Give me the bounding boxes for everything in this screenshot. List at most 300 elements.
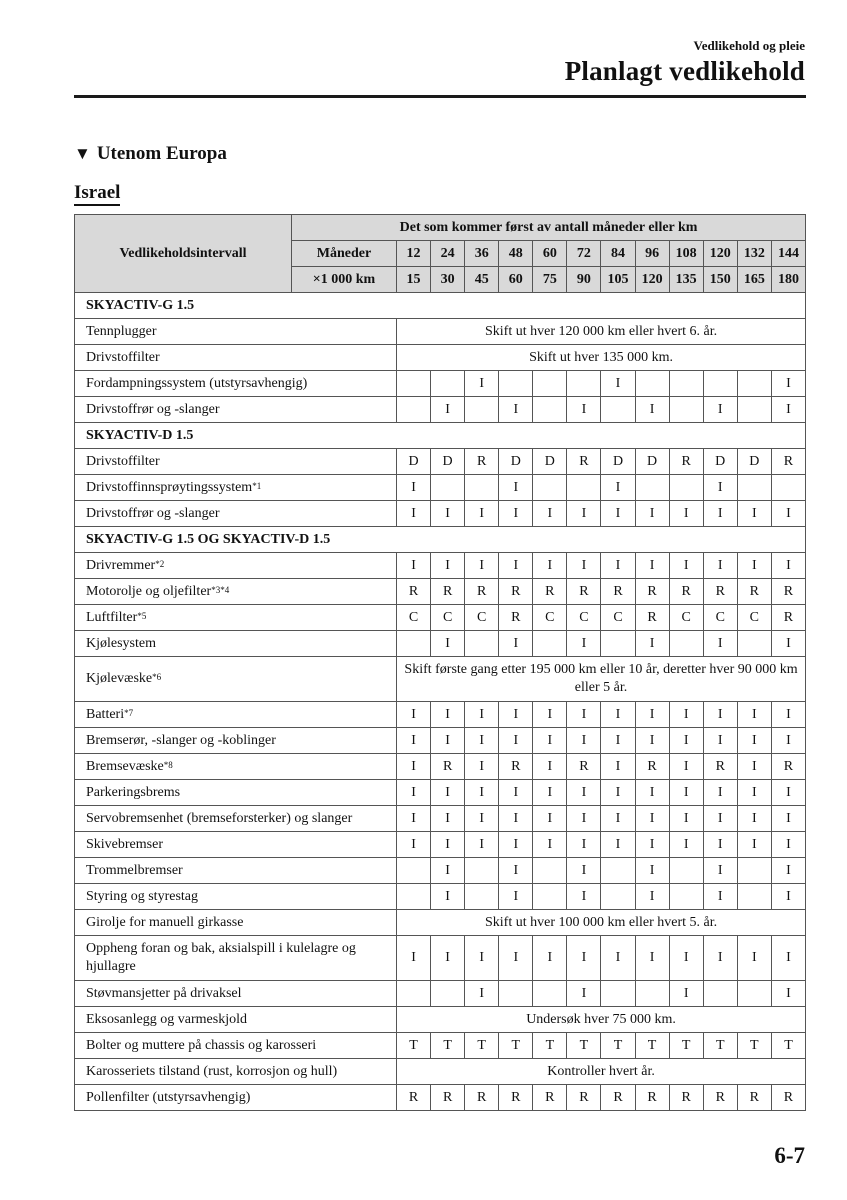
maintenance-item xyxy=(75,579,397,605)
interval-cell: I xyxy=(669,553,703,579)
interval-cell: I xyxy=(703,702,737,728)
interval-cell xyxy=(567,475,601,501)
interval-cell: R xyxy=(703,579,737,605)
maintenance-item xyxy=(75,449,397,475)
month-header: 12 xyxy=(397,241,431,267)
interval-cell: D xyxy=(635,449,669,475)
engine-group-row xyxy=(75,527,806,553)
interval-cell: T xyxy=(499,1033,533,1059)
interval-cell xyxy=(397,884,431,910)
interval-cell: I xyxy=(567,728,601,754)
maintenance-item xyxy=(75,605,397,631)
interval-cell xyxy=(465,858,499,884)
item-label: Skivebremser xyxy=(86,836,163,852)
interval-cell: I xyxy=(567,780,601,806)
months-label: Måneder xyxy=(292,241,397,267)
interval-cell xyxy=(669,371,703,397)
table-row xyxy=(75,631,806,657)
km-header: 135 xyxy=(669,267,703,293)
interval-cell: I xyxy=(703,884,737,910)
maintenance-item xyxy=(75,475,397,501)
interval-cell xyxy=(669,397,703,423)
interval-cell: R xyxy=(499,605,533,631)
interval-cell: I xyxy=(431,884,465,910)
interval-cell: R xyxy=(465,449,499,475)
maintenance-item xyxy=(75,631,397,657)
table-row xyxy=(75,936,806,981)
interval-cell xyxy=(533,858,567,884)
interval-cell: I xyxy=(601,371,635,397)
interval-cell: I xyxy=(601,806,635,832)
interval-cell: T xyxy=(737,1033,771,1059)
interval-cell: I xyxy=(567,936,601,981)
interval-cell xyxy=(669,884,703,910)
interval-cell: R xyxy=(771,754,805,780)
interval-cell: I xyxy=(669,936,703,981)
interval-cell: C xyxy=(431,605,465,631)
interval-cell: R xyxy=(567,1085,601,1111)
table-row xyxy=(75,345,806,371)
km-header: 45 xyxy=(465,267,499,293)
interval-cell xyxy=(431,475,465,501)
interval-cell: R xyxy=(465,1085,499,1111)
interval-cell: I xyxy=(601,728,635,754)
interval-cell: R xyxy=(737,579,771,605)
interval-cell: I xyxy=(635,631,669,657)
interval-cell xyxy=(703,371,737,397)
item-label: Bremserør, -slanger og -koblinger xyxy=(86,732,276,748)
interval-cell: I xyxy=(771,858,805,884)
interval-cell: I xyxy=(635,553,669,579)
interval-cell xyxy=(533,371,567,397)
interval-cell xyxy=(601,884,635,910)
interval-note: Skift ut hver 100 000 km eller hvert 5. år. xyxy=(397,910,806,936)
interval-cell: I xyxy=(533,553,567,579)
month-header: 132 xyxy=(737,241,771,267)
interval-cell: I xyxy=(737,754,771,780)
interval-cell: I xyxy=(703,858,737,884)
interval-cell: I xyxy=(533,936,567,981)
item-label: Oppheng foran og bak, aksialspill i kulelagre og hjullagre xyxy=(86,941,356,974)
month-header: 108 xyxy=(669,241,703,267)
maintenance-item xyxy=(75,832,397,858)
interval-cell: D xyxy=(601,449,635,475)
item-label: Styring og styrestag xyxy=(86,888,198,904)
interval-cell: T xyxy=(465,1033,499,1059)
interval-cell: T xyxy=(635,1033,669,1059)
interval-cell: I xyxy=(703,936,737,981)
table-row xyxy=(75,1059,806,1085)
table-row xyxy=(75,657,806,702)
engine-group-label: SKYACTIV-G 1.5 OG SKYACTIV-D 1.5 xyxy=(75,527,806,553)
km-label: ×1 000 km xyxy=(292,267,397,293)
interval-cell: I xyxy=(431,397,465,423)
interval-cell: I xyxy=(431,780,465,806)
interval-cell: I xyxy=(601,501,635,527)
interval-cell: I xyxy=(669,981,703,1007)
interval-cell: C xyxy=(465,605,499,631)
interval-cell: I xyxy=(397,501,431,527)
interval-cell: I xyxy=(635,501,669,527)
item-label: Drivremmer xyxy=(86,557,156,573)
interval-cell xyxy=(601,981,635,1007)
km-header: 180 xyxy=(771,267,805,293)
interval-cell: I xyxy=(601,553,635,579)
interval-cell: T xyxy=(431,1033,465,1059)
interval-cell: I xyxy=(635,780,669,806)
month-header: 60 xyxy=(533,241,567,267)
interval-cell: T xyxy=(567,1033,601,1059)
interval-cell: D xyxy=(431,449,465,475)
triangle-down-icon: ▼ xyxy=(74,144,91,163)
interval-cell: I xyxy=(431,858,465,884)
maintenance-item xyxy=(75,345,397,371)
item-label: Drivstoffilter xyxy=(86,453,160,469)
item-label: Kjølevæske xyxy=(86,671,153,686)
interval-cell: I xyxy=(703,832,737,858)
interval-cell xyxy=(499,981,533,1007)
footnote-marker: *5 xyxy=(137,610,147,621)
interval-cell: R xyxy=(397,1085,431,1111)
interval-cell: I xyxy=(465,806,499,832)
table-row xyxy=(75,832,806,858)
interval-cell: I xyxy=(499,397,533,423)
interval-cell: I xyxy=(431,631,465,657)
interval-cell: I xyxy=(635,884,669,910)
interval-cell: R xyxy=(533,579,567,605)
interval-cell: I xyxy=(397,936,431,981)
table-row xyxy=(75,319,806,345)
interval-cell: I xyxy=(669,832,703,858)
interval-cell: R xyxy=(635,579,669,605)
interval-cell: I xyxy=(499,858,533,884)
interval-cell: I xyxy=(567,806,601,832)
interval-cell: I xyxy=(635,858,669,884)
interval-cell: I xyxy=(567,858,601,884)
interval-cell: I xyxy=(771,501,805,527)
interval-cell xyxy=(737,397,771,423)
interval-cell: I xyxy=(499,501,533,527)
footnote-marker: *3*4 xyxy=(211,584,230,595)
interval-note: Skift ut hver 135 000 km. xyxy=(397,345,806,371)
month-header: 48 xyxy=(499,241,533,267)
interval-cell: C xyxy=(669,605,703,631)
region-subheading: Israel xyxy=(74,181,120,206)
interval-cell: R xyxy=(567,754,601,780)
month-header: 120 xyxy=(703,241,737,267)
interval-cell: I xyxy=(703,397,737,423)
interval-cell xyxy=(771,475,805,501)
interval-cell: I xyxy=(703,780,737,806)
interval-cell: I xyxy=(635,702,669,728)
maintenance-item xyxy=(75,858,397,884)
table-row xyxy=(75,1007,806,1033)
section-title: Utenom Europa xyxy=(96,143,227,164)
interval-cell xyxy=(635,981,669,1007)
interval-cell xyxy=(465,397,499,423)
interval-cell: D xyxy=(397,449,431,475)
interval-cell: I xyxy=(499,553,533,579)
item-label: Drivstoffrør og -slanger xyxy=(86,505,220,521)
interval-cell: I xyxy=(431,553,465,579)
maintenance-schedule-table xyxy=(74,214,806,1111)
interval-cell xyxy=(533,884,567,910)
interval-cell: I xyxy=(533,806,567,832)
item-label: Luftfilter xyxy=(86,609,138,625)
item-label: Motorolje og oljefilter xyxy=(86,583,212,599)
interval-cell xyxy=(635,475,669,501)
maintenance-item xyxy=(75,501,397,527)
interval-cell: I xyxy=(635,728,669,754)
maintenance-item xyxy=(75,884,397,910)
interval-cell: R xyxy=(397,579,431,605)
interval-cell: I xyxy=(635,936,669,981)
interval-cell: I xyxy=(737,780,771,806)
interval-cell xyxy=(533,981,567,1007)
interval-cell: I xyxy=(635,806,669,832)
interval-cell: I xyxy=(601,754,635,780)
interval-cell xyxy=(397,858,431,884)
interval-cell xyxy=(397,397,431,423)
item-label: Kjølesystem xyxy=(86,635,156,651)
month-header: 96 xyxy=(635,241,669,267)
interval-cell: I xyxy=(397,780,431,806)
interval-cell: R xyxy=(771,605,805,631)
interval-cell: T xyxy=(397,1033,431,1059)
item-label: Girolje for manuell girkasse xyxy=(86,914,244,930)
footnote-marker: *1 xyxy=(252,480,262,491)
interval-cell: I xyxy=(669,501,703,527)
header-row-top xyxy=(75,215,806,241)
interval-cell xyxy=(567,371,601,397)
interval-cell xyxy=(669,475,703,501)
interval-cell: I xyxy=(431,702,465,728)
interval-cell: T xyxy=(533,1033,567,1059)
interval-cell: I xyxy=(431,806,465,832)
item-label: Trommelbremser xyxy=(86,862,183,878)
interval-cell: R xyxy=(669,579,703,605)
maintenance-item xyxy=(75,1007,397,1033)
interval-cell: I xyxy=(397,728,431,754)
interval-cell: I xyxy=(737,728,771,754)
interval-cell: R xyxy=(669,1085,703,1111)
interval-cell: I xyxy=(499,475,533,501)
table-row xyxy=(75,475,806,501)
item-label: Bolter og muttere på chassis og karosseri xyxy=(86,1037,317,1053)
interval-cell: I xyxy=(771,981,805,1007)
km-header: 60 xyxy=(499,267,533,293)
km-header: 165 xyxy=(737,267,771,293)
engine-group-row xyxy=(75,423,806,449)
interval-cell: R xyxy=(499,579,533,605)
interval-cell xyxy=(431,981,465,1007)
maintenance-item xyxy=(75,371,397,397)
km-header: 15 xyxy=(397,267,431,293)
interval-cell: I xyxy=(737,806,771,832)
maintenance-item xyxy=(75,754,397,780)
interval-cell: R xyxy=(567,579,601,605)
interval-cell xyxy=(397,631,431,657)
km-header: 30 xyxy=(431,267,465,293)
interval-cell: I xyxy=(431,501,465,527)
interval-cell: I xyxy=(499,806,533,832)
interval-cell xyxy=(465,884,499,910)
interval-cell: T xyxy=(601,1033,635,1059)
table-row xyxy=(75,1085,806,1111)
item-label: Eksosanlegg og varmeskjold xyxy=(86,1011,247,1027)
interval-cell xyxy=(737,884,771,910)
interval-caption: Det som kommer først av antall måneder eller km xyxy=(292,215,806,241)
interval-cell: R xyxy=(771,579,805,605)
interval-cell xyxy=(601,397,635,423)
interval-cell xyxy=(431,371,465,397)
interval-cell: I xyxy=(703,631,737,657)
interval-cell: I xyxy=(533,780,567,806)
table-row xyxy=(75,728,806,754)
interval-cell xyxy=(635,371,669,397)
interval-cell: I xyxy=(771,397,805,423)
interval-cell: I xyxy=(397,832,431,858)
interval-cell: I xyxy=(397,553,431,579)
interval-cell: I xyxy=(465,702,499,728)
interval-cell: I xyxy=(533,728,567,754)
interval-cell: I xyxy=(703,806,737,832)
interval-cell: I xyxy=(397,806,431,832)
maintenance-item xyxy=(75,397,397,423)
interval-cell xyxy=(465,475,499,501)
interval-cell: D xyxy=(533,449,567,475)
interval-cell: C xyxy=(397,605,431,631)
interval-cell: I xyxy=(431,936,465,981)
table-row xyxy=(75,553,806,579)
interval-cell: I xyxy=(601,780,635,806)
maintenance-item xyxy=(75,553,397,579)
interval-cell: I xyxy=(737,501,771,527)
interval-cell: I xyxy=(431,728,465,754)
interval-cell: I xyxy=(567,501,601,527)
interval-cell: D xyxy=(499,449,533,475)
interval-cell: I xyxy=(567,981,601,1007)
interval-cell: I xyxy=(771,553,805,579)
month-header: 24 xyxy=(431,241,465,267)
maintenance-item xyxy=(75,319,397,345)
km-header: 105 xyxy=(601,267,635,293)
month-header: 36 xyxy=(465,241,499,267)
table-row xyxy=(75,806,806,832)
month-header: 72 xyxy=(567,241,601,267)
table-row xyxy=(75,605,806,631)
interval-cell: I xyxy=(703,501,737,527)
interval-cell: I xyxy=(533,754,567,780)
table-row xyxy=(75,981,806,1007)
item-label: Fordampningssystem (utstyrsavhengig) xyxy=(86,375,308,391)
interval-note: Skift ut hver 120 000 km eller hvert 6. år. xyxy=(397,319,806,345)
title-rule xyxy=(74,95,806,98)
interval-cell: I xyxy=(465,371,499,397)
footnote-marker: *8 xyxy=(163,759,173,770)
maintenance-item xyxy=(75,806,397,832)
item-label: Karosseriets tilstand (rust, korrosjon og hull) xyxy=(86,1063,338,1079)
interval-cell: I xyxy=(771,631,805,657)
interval-cell: C xyxy=(703,605,737,631)
interval-cell xyxy=(397,371,431,397)
interval-cell: I xyxy=(465,501,499,527)
item-label: Drivstoffrør og -slanger xyxy=(86,401,220,417)
interval-cell: I xyxy=(567,397,601,423)
interval-cell: I xyxy=(601,702,635,728)
interval-cell: I xyxy=(703,475,737,501)
interval-cell: I xyxy=(431,832,465,858)
interval-cell xyxy=(533,397,567,423)
interval-cell: I xyxy=(499,884,533,910)
interval-cell: R xyxy=(771,1085,805,1111)
interval-cell xyxy=(737,371,771,397)
interval-cell xyxy=(465,631,499,657)
page-number: 6-7 xyxy=(774,1143,805,1168)
footnote-marker: *7 xyxy=(124,707,134,718)
interval-cell: I xyxy=(737,702,771,728)
maintenance-item xyxy=(75,780,397,806)
interval-cell: R xyxy=(771,449,805,475)
interval-cell: I xyxy=(499,702,533,728)
table-row xyxy=(75,579,806,605)
interval-cell: I xyxy=(771,884,805,910)
interval-cell xyxy=(601,631,635,657)
interval-cell: R xyxy=(431,579,465,605)
interval-cell: I xyxy=(669,754,703,780)
engine-group-label: SKYACTIV-D 1.5 xyxy=(75,423,806,449)
interval-cell: R xyxy=(533,1085,567,1111)
interval-note: Undersøk hver 75 000 km. xyxy=(397,1007,806,1033)
item-label: Støvmansjetter på drivaksel xyxy=(86,985,242,1001)
maintenance-item xyxy=(75,936,397,981)
item-label: Servobremsenhet (bremseforsterker) og slanger xyxy=(86,810,353,826)
interval-cell xyxy=(703,981,737,1007)
interval-cell: T xyxy=(669,1033,703,1059)
table-row xyxy=(75,1033,806,1059)
interval-cell: R xyxy=(601,1085,635,1111)
maintenance-item xyxy=(75,728,397,754)
interval-cell: C xyxy=(737,605,771,631)
schedule-body xyxy=(75,215,806,1111)
interval-cell: D xyxy=(737,449,771,475)
interval-cell: R xyxy=(465,579,499,605)
interval-cell xyxy=(669,858,703,884)
interval-cell: I xyxy=(771,702,805,728)
interval-cell: I xyxy=(635,397,669,423)
interval-header: Vedlikeholdsintervall xyxy=(75,215,292,293)
interval-cell: I xyxy=(703,553,737,579)
interval-cell: I xyxy=(567,631,601,657)
interval-cell: R xyxy=(703,754,737,780)
interval-cell: I xyxy=(737,553,771,579)
footnote-marker: *2 xyxy=(155,558,165,569)
interval-cell xyxy=(737,631,771,657)
item-label: Parkeringsbrems xyxy=(86,784,181,800)
interval-cell: I xyxy=(465,780,499,806)
interval-cell: T xyxy=(703,1033,737,1059)
interval-cell: R xyxy=(669,449,703,475)
interval-cell: I xyxy=(397,754,431,780)
interval-cell: I xyxy=(499,631,533,657)
interval-cell: I xyxy=(669,702,703,728)
interval-cell: I xyxy=(567,832,601,858)
interval-cell: I xyxy=(533,501,567,527)
interval-cell xyxy=(601,858,635,884)
interval-cell: I xyxy=(465,754,499,780)
interval-cell: I xyxy=(499,832,533,858)
item-label: Batteri xyxy=(86,706,125,722)
